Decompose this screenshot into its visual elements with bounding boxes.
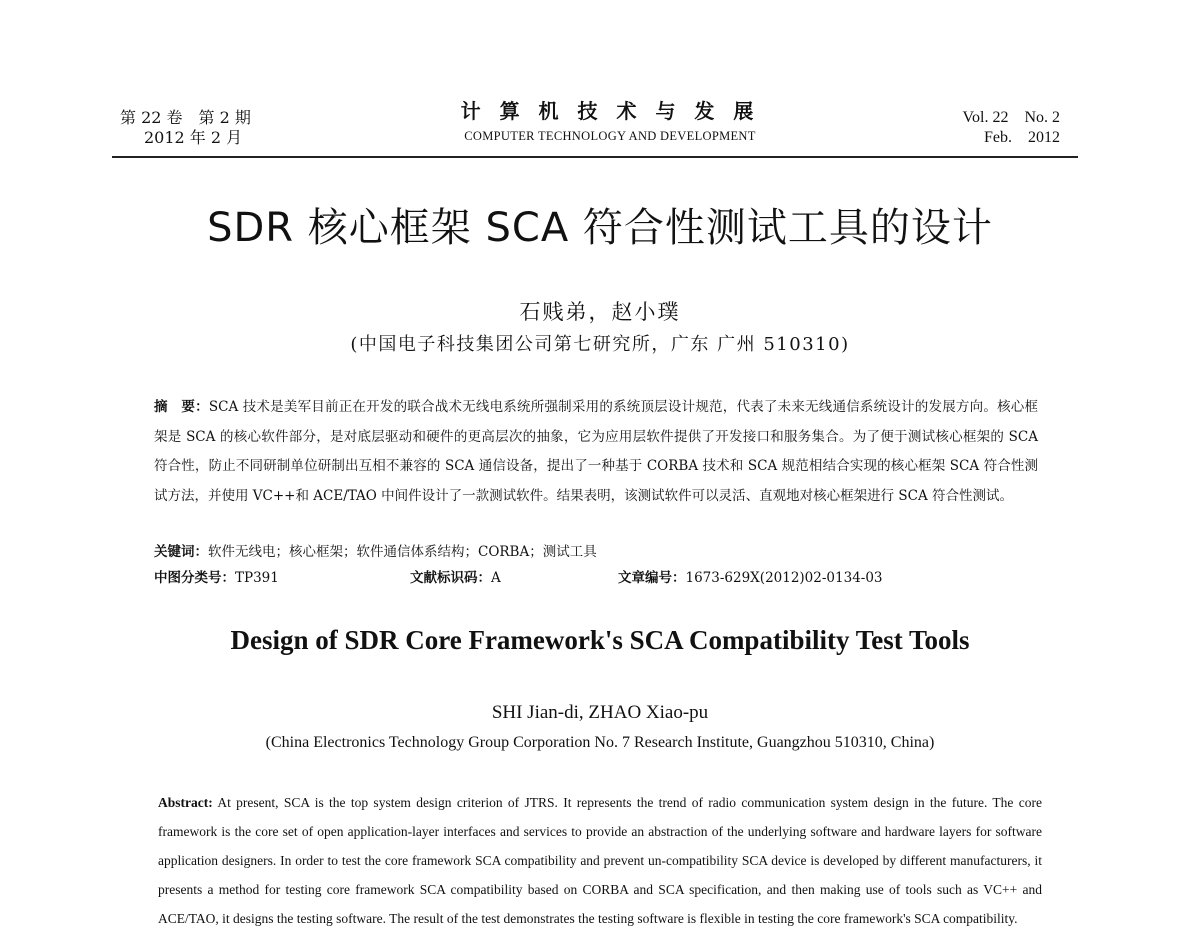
article-number-label: 文章编号： xyxy=(618,570,686,586)
abstract-cn xyxy=(154,393,1038,511)
date-cn: 2012 年 2 月 xyxy=(144,128,243,147)
volume-issue-en: Vol. 22 No. 2 xyxy=(962,109,1060,126)
clc-label: 中图分类号： xyxy=(154,570,235,586)
clc-number xyxy=(154,566,279,590)
header-divider xyxy=(112,156,1078,158)
article-number xyxy=(618,566,883,590)
journal-name-en: COMPUTER TECHNOLOGY AND DEVELOPMENT xyxy=(464,129,756,143)
abstract-en-text: At present, SCA is the top system design criterion of JTRS. It represents the trend of radio communication system design in the future. The core framework is the core set of open application-layer interfaces and services to provide an abstraction of the underlying software and hardware layers for software application designers. In order to test the core framework SCA compatibility and prevent un-compatibility SCA device is developed by different manufacturers, it presents a method for testing core framework SCA compatibility based on CORBA and SCA specification, and then making use of tools such as VC++ and ACE/TAO, it designs the testing software. The result of the test demonstrates the testing software is flexible in testing the core framework's SCA compatibility. xyxy=(158,795,1042,926)
affiliation-cn: (中国电子科技集团公司第七研究所，广东 广州 510310) xyxy=(350,334,850,355)
journal-masthead xyxy=(430,98,790,144)
paper-title-cn: SDR 核心框架 SCA 符合性测试工具的设计 xyxy=(207,205,993,251)
article-number-value: 1673-629X(2012)02-0134-03 xyxy=(685,570,883,586)
document-code xyxy=(410,566,501,590)
abstract-en xyxy=(158,788,1042,933)
header-issue-en xyxy=(963,108,1061,148)
authors-cn: 石贱弟，赵小璞 xyxy=(519,300,681,324)
keywords-cn-label: 关键词： xyxy=(154,544,208,560)
document-code-value: A xyxy=(491,570,501,586)
journal-name-cn: 计 算 机 技 术 与 发 展 xyxy=(460,99,760,123)
date-en: Feb. 2012 xyxy=(983,129,1060,146)
abstract-cn-text: SCA 技术是美军目前正在开发的联合战术无线电系统所强制采用的系统顶层设计规范，代表了未来无线通信系统设计的发展方向。核心框架是 SCA 的核心软件部分，是对底层驱动和硬件的更高层次的抽象，它为应用层软件提供了开发接口和服务集合。为了便于测试核心框架的 SCA 符合性，防止不同研制单位研制出互相不兼容的 SCA 通信设备，提出了一种基于 CORBA 技术和 SCA 规范相结合实现的核心框架 SCA 符合性测试方法，并使用 VC++和 ACE/TAO 中间件设计了一款测试软件。结果表明，该测试软件可以灵活、直观地对核心框架进行 SCA 符合性测试。 xyxy=(154,399,1039,504)
volume-issue-cn: 第 22 卷 第 2 期 xyxy=(120,108,251,127)
authors-en: SHI Jian-di, ZHAO Xiao-pu xyxy=(491,702,709,723)
keywords-cn-text: 软件无线电；核心框架；软件通信体系结构；CORBA；测试工具 xyxy=(208,544,597,560)
abstract-cn-label: 摘 要： xyxy=(154,399,209,415)
document-code-label: 文献标识码： xyxy=(410,570,491,586)
clc-value: TP391 xyxy=(235,570,279,586)
paper-title-en: Design of SDR Core Framework's SCA Compatibility Test Tools xyxy=(230,625,970,655)
header-issue-cn xyxy=(120,108,251,148)
abstract-en-label: Abstract: xyxy=(158,795,213,810)
affiliation-en: (China Electronics Technology Group Corporation No. 7 Research Institute, Guangzhou 510310, China) xyxy=(265,734,935,751)
keywords-cn xyxy=(154,540,1038,564)
